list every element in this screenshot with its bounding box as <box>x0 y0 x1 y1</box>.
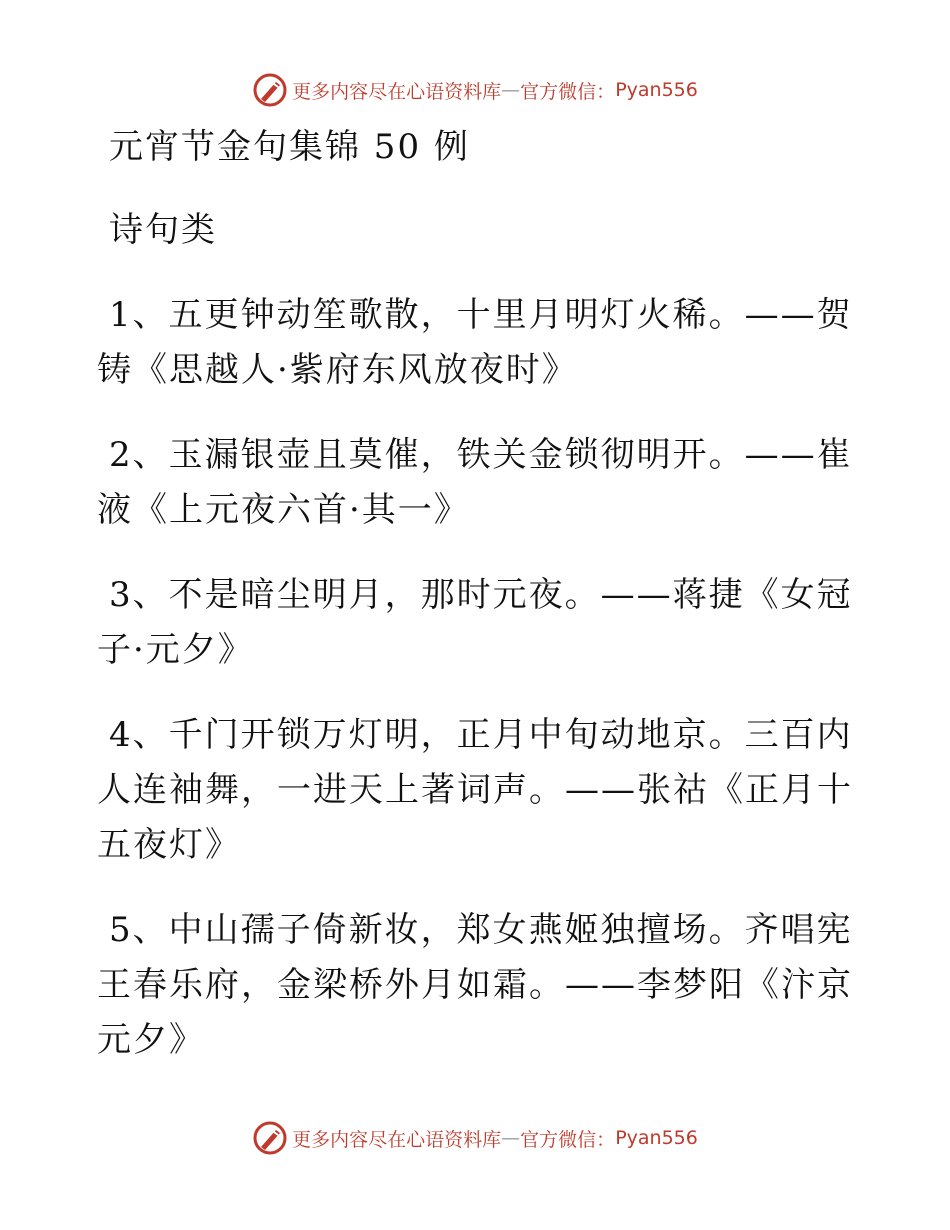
watermark-dash: — <box>501 79 521 101</box>
document-title: 元宵节金句集锦 50 例 <box>109 127 470 167</box>
watermark-banner-bottom <box>0 1118 950 1158</box>
watermark-official: 官方微信： <box>520 1128 616 1151</box>
section-heading: 诗句类 <box>109 210 217 250</box>
quote-item-1: 1、五更钟动笙歌散，十里月明灯火稀。——贺铸《思越人·紫府东风放夜时》 <box>97 295 853 390</box>
pen-logo-icon <box>252 72 288 108</box>
quote-item-2: 2、玉漏银壶且莫催，铁关金锁彻明开。——崔液《上元夜六首·其一》 <box>97 435 853 530</box>
pen-logo-icon <box>252 1120 288 1156</box>
watermark-dash: — <box>501 1127 521 1149</box>
watermark-wechat-id: Pyan556 <box>615 1127 698 1149</box>
watermark-text: 更多内容尽在心语资料库 <box>292 80 502 103</box>
quote-item-3: 3、不是暗尘明月，那时元夜。——蒋捷《女冠子·元夕》 <box>97 575 853 670</box>
document-body <box>97 120 857 1098</box>
quote-item-5: 5、中山孺子倚新妆，郑女燕姬独擅场。齐唱宪王春乐府，金梁桥外月如霜。——李梦阳《汴京元夕》 <box>97 910 853 1060</box>
watermark-wechat-id: Pyan556 <box>615 79 698 101</box>
watermark-banner-top <box>0 70 950 110</box>
watermark-official: 官方微信： <box>520 80 616 103</box>
quote-item-4: 4、千门开锁万灯明，正月中旬动地京。三百内人连袖舞，一进天上著词声。——张祜《正月十五夜灯》 <box>97 715 853 865</box>
watermark-text: 更多内容尽在心语资料库 <box>292 1128 502 1151</box>
